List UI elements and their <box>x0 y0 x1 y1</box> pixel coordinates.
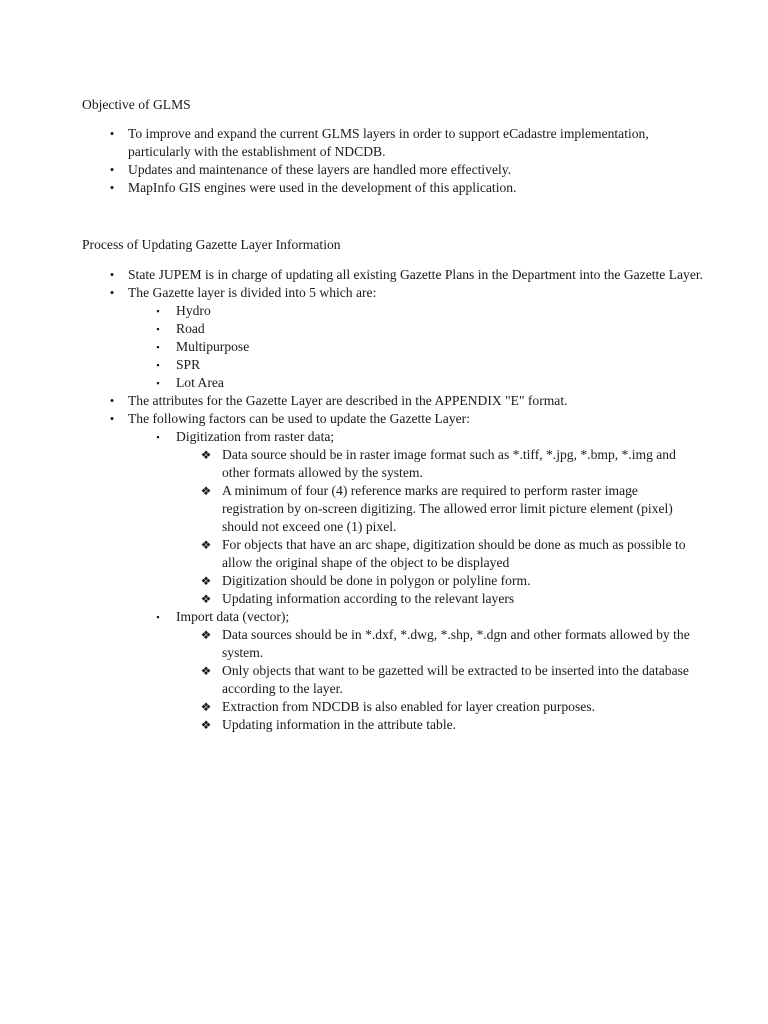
list-item <box>0 284 708 392</box>
square-bullet-icon: ▪ <box>156 432 160 442</box>
detail-list-item-text: Data sources should be in *.dxf, *.dwg, *.shp, *.dgn and other formats allowed by the system. <box>222 627 690 660</box>
square-bullet-icon: ▪ <box>156 324 160 334</box>
vector-import-list <box>176 626 708 734</box>
sub-list-item-text: Hydro <box>176 303 211 318</box>
detail-list-item-text: Data source should be in raster image format such as *.tiff, *.jpg, *.bmp, *.img and other formats allowed by the system. <box>222 447 676 480</box>
bullet-icon: • <box>109 267 115 282</box>
detail-list-item-text: Digitization should be done in polygon or polyline form. <box>222 573 531 588</box>
diamond-bullet-icon: ❖ <box>200 664 212 678</box>
raster-digitization-list <box>176 446 708 608</box>
detail-list-item-text: For objects that have an arc shape, digitization should be done as much as possible to allow the original shape of the object to be displayed <box>222 537 686 570</box>
detail-list-item <box>176 698 698 716</box>
list-item-text: Updates and maintenance of these layers are handled more effectively. <box>128 162 512 177</box>
objective-heading: Objective of GLMS <box>82 97 191 112</box>
square-bullet-icon: ▪ <box>156 360 160 370</box>
sub-list-item <box>128 356 708 374</box>
bullet-icon: • <box>109 285 115 300</box>
list-item <box>0 266 708 284</box>
list-item <box>0 410 708 734</box>
bullet-icon: • <box>109 180 115 195</box>
bullet-icon: • <box>109 393 115 408</box>
list-item-text: The attributes for the Gazette Layer are described in the APPENDIX "E" format. <box>128 393 568 408</box>
list-item-text: To improve and expand the current GLMS layers in order to support eCadastre implementation, particularly with the establishment of NDCDB. <box>128 126 649 159</box>
square-bullet-icon: ▪ <box>156 378 160 388</box>
detail-list-item <box>176 482 698 536</box>
detail-list-item-text: Updating information according to the relevant layers <box>222 591 515 606</box>
detail-list-item <box>176 446 698 482</box>
diamond-bullet-icon: ❖ <box>200 628 212 642</box>
diamond-bullet-icon: ❖ <box>200 700 212 714</box>
detail-list-item <box>176 626 698 662</box>
detail-list-item <box>176 716 698 734</box>
objective-list <box>0 125 708 197</box>
sub-list-item-text: Multipurpose <box>176 339 250 354</box>
sub-list-item <box>128 320 708 338</box>
list-item <box>0 392 708 410</box>
diamond-bullet-icon: ❖ <box>200 718 212 732</box>
update-factors-list <box>128 428 708 734</box>
list-item <box>0 161 708 179</box>
sub-list-item <box>128 338 708 356</box>
sub-list-item-text: Digitization from raster data; <box>176 429 335 444</box>
list-item-text: The following factors can be used to update the Gazette Layer: <box>128 411 470 426</box>
detail-list-item <box>176 662 698 698</box>
bullet-icon: • <box>109 126 115 141</box>
square-bullet-icon: ▪ <box>156 306 160 316</box>
process-heading: Process of Updating Gazette Layer Information <box>82 237 341 252</box>
list-item-text: MapInfo GIS engines were used in the development of this application. <box>128 180 517 195</box>
detail-list-item-text: A minimum of four (4) reference marks are required to perform raster image registration by on-screen digitizing. The allowed error limit picture element (pixel) should not exceed one (1) pixel. <box>222 483 673 534</box>
list-item-text: State JUPEM is in charge of updating all existing Gazette Plans in the Department into the Gazette Layer. <box>128 267 704 282</box>
diamond-bullet-icon: ❖ <box>200 484 212 498</box>
detail-list-item-text: Updating information in the attribute table. <box>222 717 457 732</box>
detail-list-item-text: Extraction from NDCDB is also enabled for layer creation purposes. <box>222 699 595 714</box>
list-item <box>0 179 708 197</box>
sub-list-item-text: SPR <box>176 357 201 372</box>
sub-list-item <box>128 428 708 608</box>
sub-list-item <box>128 608 708 734</box>
sub-list-item <box>128 374 708 392</box>
sub-list-item-text: Lot Area <box>176 375 224 390</box>
square-bullet-icon: ▪ <box>156 342 160 352</box>
detail-list-item-text: Only objects that want to be gazetted will be extracted to be inserted into the database according to the layer. <box>222 663 689 696</box>
bullet-icon: • <box>109 411 115 426</box>
detail-list-item <box>176 536 698 572</box>
bullet-icon: • <box>109 162 115 177</box>
sub-list-item-text: Import data (vector); <box>176 609 290 624</box>
diamond-bullet-icon: ❖ <box>200 448 212 462</box>
diamond-bullet-icon: ❖ <box>200 592 212 606</box>
layer-types-list <box>128 302 708 392</box>
sub-list-item-text: Road <box>176 321 205 336</box>
list-item-text: The Gazette layer is divided into 5 which are: <box>128 285 377 300</box>
detail-list-item <box>176 572 698 590</box>
diamond-bullet-icon: ❖ <box>200 538 212 552</box>
process-list <box>0 266 708 734</box>
list-item <box>0 125 708 161</box>
diamond-bullet-icon: ❖ <box>200 574 212 588</box>
sub-list-item <box>128 302 708 320</box>
square-bullet-icon: ▪ <box>156 612 160 622</box>
detail-list-item <box>176 590 698 608</box>
